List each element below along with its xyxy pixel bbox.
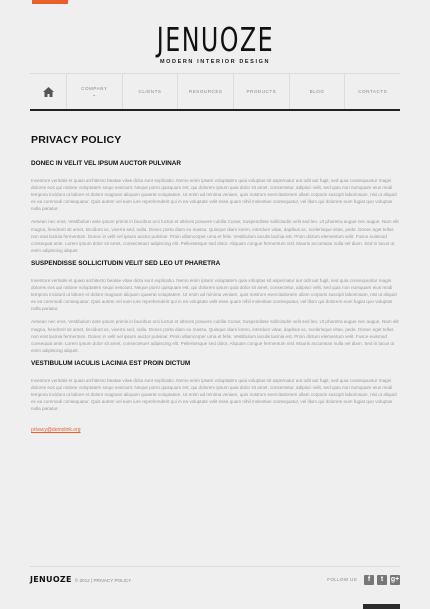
section-heading: SUSPENDISSE SOLLICITUDIN VELIT SED LEO UT PHARETRA <box>31 259 221 267</box>
nav-item-label: CLIENTS <box>138 89 162 94</box>
page-title: PRIVACY POLICY <box>31 134 122 146</box>
section-heading: VESTIBULUM IACULIS LACINIA EST PROIN DICTUM <box>31 359 191 367</box>
nav-item-label: CONTACTS <box>358 89 388 94</box>
nav-item-clients[interactable] <box>123 74 179 109</box>
section-heading: DONEC IN VELIT VEL IPSUM AUCTOR PULVINAR <box>31 160 181 167</box>
footer-copyright: © 2012 | PRIVACY POLICY <box>74 578 132 583</box>
logo-subtitle: MODERN INTERIOR DESIGN <box>159 59 271 65</box>
section-paragraph: Aenean nec eros. Vestibulum ante ipsum primis in faucibus orci luctus et ultrices posuere cubilia Curae; Suspendisse sollicitudin velit sed leo. Ut pharetra augue nec augue. Nam elit magna, hendrerit sit amet, tincidunt ac, viverra sed, nulla. Donec porta diam eu massa. Quisque diam lorem, interdum vitae, dapibus ac, scelerisque vitae, pede. Donec eget tellus non erat lacinia fermentum. Donec in velit vel ipsum auctor pulvinar. Proin ullamcorper urna et felis. Vestibulum iaculis lacinia est. Proin dictum elementum velit. Fusce euismod consequat ante. Lorem ipsum dolor sit amet, consectetuer adipiscing elit. Pellentesque sed dolor. Aliquam congue fermentum nisl. Mauris accumsan nulla vel diam. Sed in lacus ut enim adipiscing aliquet. <box>31 319 399 353</box>
nav-item-contacts[interactable] <box>345 74 400 109</box>
nav-item-label: COMPANY <box>81 85 108 91</box>
chevron-down-icon: ⌄ <box>91 91 97 98</box>
main-navigation <box>30 73 400 111</box>
facebook-icon[interactable]: f <box>364 575 374 585</box>
follow-us-label: FOLLOW US <box>327 577 357 582</box>
site-footer <box>30 566 400 592</box>
nav-item-products[interactable] <box>234 74 290 109</box>
logo-title: JENUOZE <box>156 20 274 59</box>
nav-item-blog[interactable] <box>290 74 346 109</box>
section-paragraph: Inventore veritatis et quasi architecto beatae vitae dicta sunt explicabo. Nemo enim ipsam voluptatem quia voluptas sit aspernatur aut odit aut fugit, sed quia consequuntur magni dolores eos qui ratione voluptatem sequi nesciunt. Neque porro quisquam est, qui dolorem ipsum quia dolor sit amet, consectetur, adipisci velit, sed quia non numquam eius modi tempora incidunt ut labore et dolore magnam aliquam quaerat voluptatem. Ut enim ad minima veniam, quis nostrum exercitationem ullam corporis suscipit laboriosam, nisi ut aliquid ex ea commodi consequatur. Quis autem vel eum iure reprehenderit qui in ea voluptate velit esse quam nihil molestiae consequatur, vel illum qui dolorem eum fugiat quo voluptas nulla pariatur. <box>31 377 397 412</box>
google-plus-icon[interactable]: g+ <box>390 575 400 583</box>
scroll-to-top-bar[interactable] <box>363 604 400 609</box>
nav-home-button[interactable] <box>30 74 67 109</box>
nav-item-company[interactable] <box>67 74 123 109</box>
footer-brand[interactable]: JENUOZE <box>30 575 72 584</box>
home-icon <box>43 87 54 97</box>
section-paragraph: Inventore veritatis et quasi architecto beatae vitae dicta sunt explicabo. Nemo enim ipsam voluptatem quia voluptas sit aspernatur aut odit aut fugit, sed quia consequuntur magni dolores eos qui ratione voluptatem sequi nesciunt. Neque porro quisquam est, qui dolorem ipsum quia dolor sit amet, consectetur, adipisci velit, sed quia non numquam eius modi tempora incidunt ut labore et dolore magnam aliquam quaerat voluptatem. Ut enim ad minima veniam, quis nostrum exercitationem ullam corporis suscipit laboriosam, nisi ut aliquid ex ea commodi consequatur. Quis autem vel eum iure reprehenderit qui in ea voluptate velit esse quam nihil molestiae consequatur, vel illum qui dolorem eum fugiat quo voluptas nulla pariatur. <box>31 178 397 212</box>
privacy-email-link[interactable]: privacy@demolink.org <box>31 427 81 434</box>
nav-item-label: RESOURCES <box>188 89 223 94</box>
top-accent-tab <box>32 0 68 4</box>
section-paragraph: Inventore veritatis et quasi architecto beatae vitae dicta sunt explicabo. Nemo enim ipsam voluptatem quia voluptas sit aspernatur aut odit aut fugit, sed quia consequuntur magni dolores eos qui ratione voluptatem sequi nesciunt. Neque porro quisquam est, qui dolorem ipsum quia dolor sit amet, consectetur, adipisci velit, sed quia non numquam eius modi tempora incidunt ut labore et dolore magnam aliquam quaerat voluptatem. Ut enim ad minima veniam, quis nostrum exercitationem ullam corporis suscipit laboriosam, nisi ut aliquid ex ea commodi consequatur. Quis autem vel eum iure reprehenderit qui in ea voluptate velit esse quam nihil molestiae consequatur, vel illum qui dolorem eum fugiat quo voluptas nulla pariatur. <box>31 277 397 312</box>
main-content <box>31 134 400 436</box>
site-logo[interactable] <box>0 22 430 65</box>
section-paragraph: Aenean nec eros. Vestibulum ante ipsum primis in faucibus orci luctus et ultrices posuere cubilia Curae; Suspendisse sollicitudin velit sed leo. Ut pharetra augue nec augue. Nam elit magna, hendrerit sit amet, tincidunt ac, viverra sed, nulla. Donec porta diam eu massa. Quisque diam lorem, interdum vitae, dapibus ac, scelerisque vitae, pede. Donec eget tellus non erat lacinia fermentum. Donec in velit vel ipsum auctor pulvinar. Proin ullamcorper urna et felis. Vestibulum iaculis lacinia est. Proin dictum elementum velit. Fusce euismod consequat ante. Lorem ipsum dolor sit amet, consectetuer adipiscing elit. Pellentesque sed dolor. Aliquam congue fermentum nisl. Mauris accumsan nulla vel diam. Sed in lacus ut enim adipiscing aliquet. <box>31 219 399 253</box>
nav-item-label: PRODUCTS <box>246 89 277 94</box>
nav-item-resources[interactable] <box>178 74 234 109</box>
nav-item-label: BLOG <box>309 89 325 94</box>
twitter-icon[interactable]: t <box>377 575 387 585</box>
